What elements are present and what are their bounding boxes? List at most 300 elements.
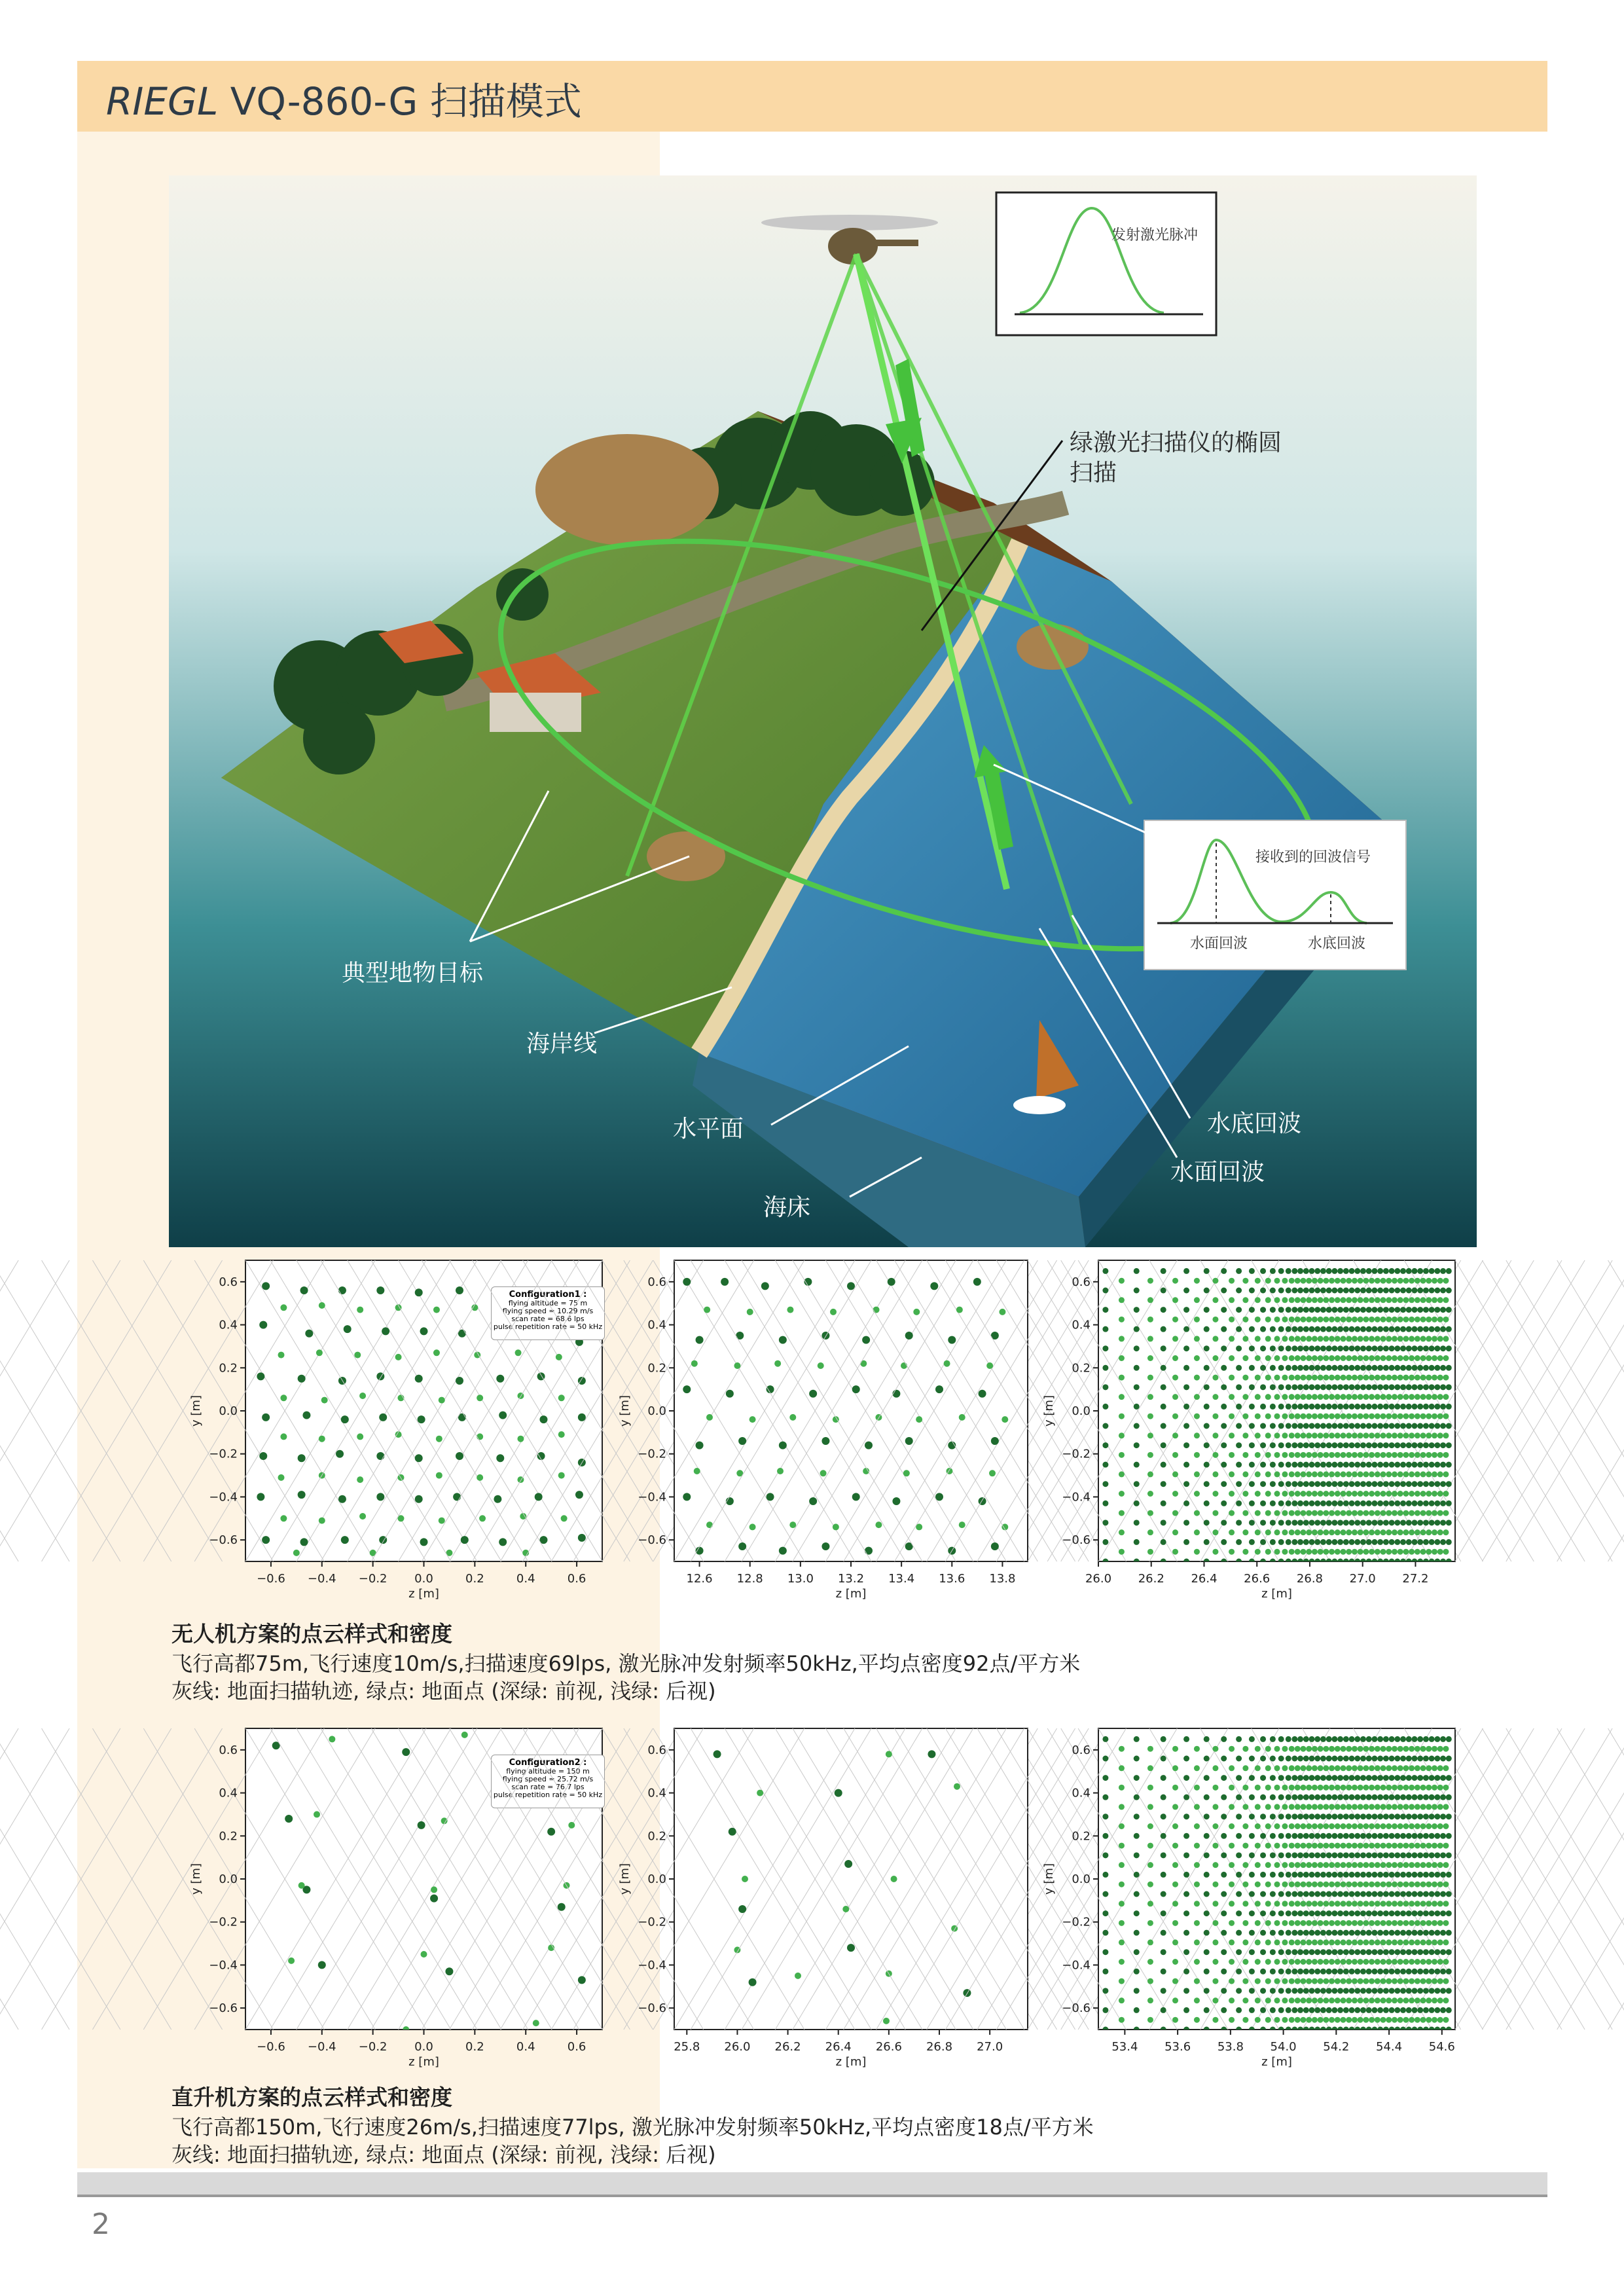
data-point <box>1255 1355 1261 1361</box>
data-point <box>1434 1833 1440 1839</box>
data-point <box>1286 1988 1291 1994</box>
data-point <box>1443 1355 1449 1361</box>
data-point <box>1352 1901 1358 1906</box>
data-point <box>1386 1997 1392 2003</box>
data-point <box>300 1286 308 1294</box>
x-tick-label: 26.0 <box>724 2040 751 2054</box>
data-point <box>1183 1345 1189 1351</box>
scan-illustration <box>169 175 1477 1247</box>
data-point <box>1318 1471 1324 1477</box>
data-point <box>1102 1795 1108 1800</box>
data-point <box>1326 1795 1332 1800</box>
data-point <box>1423 1501 1429 1506</box>
scan-track <box>1608 1260 1624 1561</box>
data-point <box>1242 1510 1248 1516</box>
data-point <box>1398 1939 1403 1945</box>
data-point <box>1331 1384 1337 1390</box>
data-point <box>1134 1949 1140 1955</box>
data-point <box>1411 1891 1417 1897</box>
data-point <box>1375 1432 1380 1438</box>
data-point <box>1440 1268 1446 1274</box>
data-point <box>1366 1307 1372 1313</box>
data-point <box>1349 1423 1355 1429</box>
data-point <box>1443 1375 1449 1381</box>
data-point <box>1354 1756 1360 1762</box>
data-point <box>1229 1491 1235 1497</box>
data-point <box>1134 1795 1140 1800</box>
data-point <box>1371 1775 1377 1781</box>
data-point <box>1394 1268 1400 1274</box>
data-point <box>1326 1268 1332 1274</box>
data-point <box>1300 1471 1306 1477</box>
data-point <box>1403 1843 1409 1849</box>
data-point <box>1406 1813 1412 1819</box>
data-point <box>1318 2036 1324 2042</box>
data-point <box>1420 1394 1426 1400</box>
data-point <box>1329 1510 1335 1516</box>
data-point <box>1102 1988 1108 1994</box>
data-point <box>1340 1765 1346 1771</box>
data-point <box>1183 1969 1189 1975</box>
data-point <box>1265 1978 1271 1984</box>
data-point <box>1212 1746 1218 1752</box>
data-point <box>1398 1491 1403 1497</box>
data-point <box>818 1362 824 1369</box>
data-point <box>1229 1413 1235 1419</box>
data-point <box>539 1415 547 1423</box>
x-tick-label: 53.8 <box>1217 2040 1244 2054</box>
data-point <box>1289 1765 1295 1771</box>
data-point <box>376 1286 384 1294</box>
data-point <box>1423 1756 1429 1762</box>
data-point <box>1349 1988 1355 1994</box>
data-point <box>1437 1549 1443 1555</box>
data-point <box>1437 1978 1443 1984</box>
data-point <box>1326 1930 1332 1936</box>
data-point <box>1282 1997 1288 2003</box>
data-point <box>1282 1549 1288 1555</box>
data-point <box>1255 1823 1261 1829</box>
data-point <box>1411 1872 1417 1878</box>
y-tick-label: −0.4 <box>638 1958 666 1973</box>
data-point <box>1278 1756 1284 1762</box>
data-point <box>1437 1746 1443 1752</box>
data-point <box>1329 1394 1335 1400</box>
data-point <box>1389 1481 1395 1487</box>
data-point <box>1354 1520 1360 1525</box>
data-point <box>1303 1404 1309 1410</box>
data-point <box>1183 1930 1189 1936</box>
scan-track <box>1455 1260 1624 1561</box>
x-axis-label: z [m] <box>835 2055 867 2069</box>
data-point <box>1314 1326 1320 1332</box>
data-point <box>1446 1736 1452 1742</box>
data-point <box>1323 1375 1329 1381</box>
data-point <box>1369 1804 1375 1810</box>
data-point <box>1446 1345 1452 1351</box>
data-point <box>1371 1756 1377 1762</box>
data-point <box>1229 1375 1235 1381</box>
data-point <box>1383 1795 1389 1800</box>
data-point <box>1265 1413 1271 1419</box>
data-point <box>1274 1920 1280 1926</box>
data-point <box>1282 1823 1288 1829</box>
data-point <box>517 1393 524 1399</box>
data-point <box>1437 1568 1443 1574</box>
data-point <box>1204 2027 1210 2033</box>
data-point <box>1229 1394 1235 1400</box>
data-point <box>1270 1891 1276 1897</box>
data-point <box>1337 1988 1343 1994</box>
data-point <box>1312 1529 1318 1535</box>
data-point <box>1278 1384 1284 1390</box>
data-point <box>357 1433 363 1440</box>
data-point <box>1331 1756 1337 1762</box>
data-point <box>1394 2007 1400 2013</box>
scan-track <box>0 1728 69 2030</box>
data-point <box>1375 1510 1380 1516</box>
data-point <box>1369 1355 1375 1361</box>
data-point <box>1260 1833 1266 1839</box>
data-point <box>1389 1288 1395 1294</box>
data-point <box>1349 1775 1355 1781</box>
data-point <box>1229 1997 1235 2003</box>
data-point <box>1147 1432 1153 1438</box>
data-point <box>1282 1765 1288 1771</box>
data-point <box>1204 1988 1210 1994</box>
data-point <box>1337 1813 1343 1819</box>
data-point <box>329 1736 335 1742</box>
data-point <box>1352 1785 1358 1791</box>
data-point <box>1415 1785 1420 1791</box>
data-point <box>1309 1288 1315 1294</box>
data-point <box>1394 1462 1400 1468</box>
data-point <box>1423 1384 1429 1390</box>
data-point <box>1134 1501 1140 1506</box>
data-point <box>1432 1746 1437 1752</box>
data-point <box>1369 1491 1375 1497</box>
echo-peak-2: 水底回波 <box>1308 936 1366 952</box>
data-point <box>1303 1288 1309 1294</box>
data-point <box>418 1821 425 1829</box>
data-point <box>1392 1336 1398 1341</box>
data-point <box>1358 1471 1363 1477</box>
data-point <box>713 1750 721 1758</box>
data-point <box>1417 1268 1423 1274</box>
data-point <box>1295 1765 1301 1771</box>
data-point <box>1358 1317 1363 1322</box>
data-point <box>1320 1481 1326 1487</box>
data-point <box>418 1415 425 1423</box>
data-point <box>1255 2017 1261 2023</box>
x-axis-label: z [m] <box>1261 1587 1292 1601</box>
data-point <box>1423 1288 1429 1294</box>
data-point <box>1437 1939 1443 1945</box>
data-point <box>376 1452 384 1460</box>
data-point <box>1249 2027 1255 2033</box>
data-point <box>1346 1843 1352 1849</box>
data-point <box>1440 1872 1446 1878</box>
data-point <box>1432 1317 1437 1322</box>
data-point <box>1161 1481 1166 1487</box>
data-point <box>1400 1288 1406 1294</box>
data-point <box>1309 1813 1315 1819</box>
data-point <box>1406 1795 1412 1800</box>
data-point <box>1289 1375 1295 1381</box>
data-point <box>1183 1520 1189 1525</box>
data-point <box>456 1452 463 1460</box>
data-point <box>1289 1959 1295 1965</box>
data-point <box>1270 1988 1276 1994</box>
data-point <box>1443 1278 1449 1284</box>
data-point <box>1278 1345 1284 1351</box>
data-point <box>477 1433 483 1440</box>
data-point <box>1440 1345 1446 1351</box>
data-point <box>420 1327 428 1335</box>
data-point <box>1354 1481 1360 1487</box>
data-point <box>1134 1307 1140 1313</box>
data-point <box>1286 1949 1291 1955</box>
data-point <box>1102 1833 1108 1839</box>
data-point <box>1212 1413 1218 1419</box>
data-point <box>1429 1891 1435 1897</box>
data-point <box>433 1307 440 1313</box>
data-point <box>1300 1297 1306 1303</box>
data-point <box>1366 1969 1372 1975</box>
data-point <box>1417 1326 1423 1332</box>
data-point <box>1398 2017 1403 2023</box>
data-point <box>1420 1336 1426 1341</box>
data-point <box>1289 1978 1295 1984</box>
data-point <box>1309 1268 1315 1274</box>
data-point <box>1386 1471 1392 1477</box>
data-point <box>1377 1910 1383 1916</box>
data-point <box>1161 1833 1166 1839</box>
data-point <box>1134 1268 1140 1274</box>
data-point <box>1389 1559 1395 1565</box>
data-point <box>1221 1813 1227 1819</box>
data-point <box>1366 1539 1372 1545</box>
data-point <box>1426 1959 1432 1965</box>
data-point <box>1119 1375 1125 1381</box>
data-point <box>1417 1345 1423 1351</box>
data-point <box>1297 1756 1303 1762</box>
data-point <box>1400 1813 1406 1819</box>
data-point <box>860 1360 867 1367</box>
data-point <box>1420 2017 1426 2023</box>
data-point <box>1415 1375 1420 1381</box>
data-point <box>1161 1795 1166 1800</box>
data-point <box>883 2018 890 2024</box>
data-point <box>1358 1920 1363 1926</box>
data-point <box>1134 1852 1140 1858</box>
plot-area <box>1098 1260 1455 1561</box>
scan-track <box>1455 1728 1624 2030</box>
data-point <box>1383 1813 1389 1819</box>
data-point <box>1337 1891 1343 1897</box>
data-point <box>382 1327 389 1335</box>
data-point <box>1242 1997 1248 2003</box>
data-point <box>1383 1910 1389 1916</box>
data-point <box>1289 1746 1295 1752</box>
data-point <box>1260 1949 1266 1955</box>
data-point <box>1429 1442 1435 1448</box>
data-point <box>1432 1278 1437 1284</box>
data-point <box>1147 1394 1153 1400</box>
data-point <box>1289 1452 1295 1458</box>
data-point <box>1286 1442 1291 1448</box>
pulse-label: 发射激光脉冲 <box>1111 227 1199 244</box>
data-point <box>1415 1491 1420 1497</box>
data-point <box>1440 1910 1446 1916</box>
data-point <box>1443 1978 1449 1984</box>
data-point <box>1375 1491 1380 1497</box>
data-point <box>575 1491 583 1499</box>
data-point <box>1340 1413 1346 1419</box>
data-point <box>1392 1297 1398 1303</box>
data-point <box>1331 1910 1337 1916</box>
data-point <box>1429 1949 1435 1955</box>
data-point <box>1352 1452 1358 1458</box>
data-point <box>1434 1501 1440 1506</box>
data-point <box>1183 1501 1189 1506</box>
data-point <box>547 1828 555 1836</box>
data-point <box>1377 1949 1383 1955</box>
data-point <box>1236 1345 1242 1351</box>
data-point <box>1265 1336 1271 1341</box>
data-point <box>1282 1804 1288 1810</box>
data-point <box>1398 1336 1403 1341</box>
data-point <box>1295 1804 1301 1810</box>
data-point <box>1278 1833 1284 1839</box>
data-point <box>1314 1288 1320 1294</box>
data-point <box>1354 1268 1360 1274</box>
data-point <box>1297 1559 1303 1565</box>
data-point <box>1434 1307 1440 1313</box>
label-surface-echo: 水面回波 <box>1170 1159 1265 1186</box>
data-point <box>1300 1317 1306 1322</box>
data-point <box>1249 1345 1255 1351</box>
data-point <box>1274 1978 1280 1984</box>
data-point <box>1360 1307 1366 1313</box>
data-point <box>1358 1765 1363 1771</box>
data-point <box>1300 1510 1306 1516</box>
data-point <box>1331 1326 1337 1332</box>
data-point <box>1183 1365 1189 1371</box>
data-point <box>1297 1307 1303 1313</box>
data-point <box>1291 2027 1297 2033</box>
data-point <box>1352 1959 1358 1965</box>
data-point <box>1429 1384 1435 1390</box>
data-point <box>1147 1375 1153 1381</box>
data-point <box>1446 1833 1452 1839</box>
data-point <box>257 1493 264 1501</box>
data-point <box>1358 1862 1363 1868</box>
data-point <box>1326 1288 1332 1294</box>
data-point <box>1242 1549 1248 1555</box>
x-tick-label: 0.6 <box>567 1572 586 1586</box>
data-point <box>1437 1297 1443 1303</box>
section1-desc-2: 灰线: 地面扫描轨迹, 绿点: 地面点 (深绿: 前视, 浅绿: 后视) <box>171 1679 716 1704</box>
data-point <box>1331 1345 1337 1351</box>
data-point <box>1291 1872 1297 1878</box>
data-point <box>1363 1920 1369 1926</box>
data-point <box>886 1751 892 1757</box>
data-point <box>1335 1529 1341 1535</box>
data-point <box>439 1397 445 1404</box>
data-point <box>1242 1785 1248 1791</box>
data-point <box>1377 1520 1383 1525</box>
data-point <box>1221 2027 1227 2033</box>
data-point <box>357 1307 363 1313</box>
data-point <box>1204 1775 1210 1781</box>
data-point <box>1358 1529 1363 1535</box>
data-point <box>1432 1959 1437 1965</box>
data-point <box>1423 1930 1429 1936</box>
data-point <box>1320 2027 1326 2033</box>
data-point <box>1363 1785 1369 1791</box>
x-tick-label: 0.4 <box>516 2040 535 2054</box>
data-point <box>1306 1959 1312 1965</box>
data-point <box>1415 1355 1420 1361</box>
data-point <box>1415 1765 1420 1771</box>
data-point <box>795 1973 801 1979</box>
data-point <box>1306 1355 1312 1361</box>
data-point <box>1318 1843 1324 1849</box>
data-point <box>558 1472 565 1479</box>
data-point <box>1352 1375 1358 1381</box>
data-point <box>402 1748 410 1756</box>
data-point <box>1432 2017 1437 2023</box>
data-point <box>1236 1423 1242 1429</box>
data-point <box>1329 1843 1335 1849</box>
data-point <box>1274 1510 1280 1516</box>
data-point <box>1300 1920 1306 1926</box>
data-point <box>1320 1891 1326 1897</box>
data-point <box>1343 1872 1349 1878</box>
data-point <box>578 1976 586 1984</box>
data-point <box>1306 1978 1312 1984</box>
data-point <box>1323 1355 1329 1361</box>
data-point <box>1270 1481 1276 1487</box>
data-point <box>1392 1978 1398 1984</box>
data-point <box>1300 1491 1306 1497</box>
data-point <box>1331 1365 1337 1371</box>
data-point <box>1371 1520 1377 1525</box>
data-point <box>1303 1872 1309 1878</box>
data-point <box>1429 1813 1435 1819</box>
data-point <box>1242 1920 1248 1926</box>
data-point <box>1119 1843 1125 1849</box>
data-point <box>1352 1862 1358 1868</box>
data-point <box>738 1905 746 1913</box>
data-point <box>1286 1481 1291 1487</box>
data-point <box>1394 1813 1400 1819</box>
data-point <box>1286 1404 1291 1410</box>
data-point <box>1320 1930 1326 1936</box>
data-point <box>1423 1462 1429 1468</box>
data-point <box>1212 1785 1218 1791</box>
data-point <box>1309 1833 1315 1839</box>
data-point <box>1343 1988 1349 1994</box>
data-point <box>1323 1939 1329 1945</box>
data-point <box>288 1958 295 1964</box>
data-point <box>1371 1404 1377 1410</box>
data-point <box>865 1442 873 1449</box>
data-point <box>1300 1959 1306 1965</box>
data-point <box>1369 1394 1375 1400</box>
data-point <box>1343 1756 1349 1762</box>
